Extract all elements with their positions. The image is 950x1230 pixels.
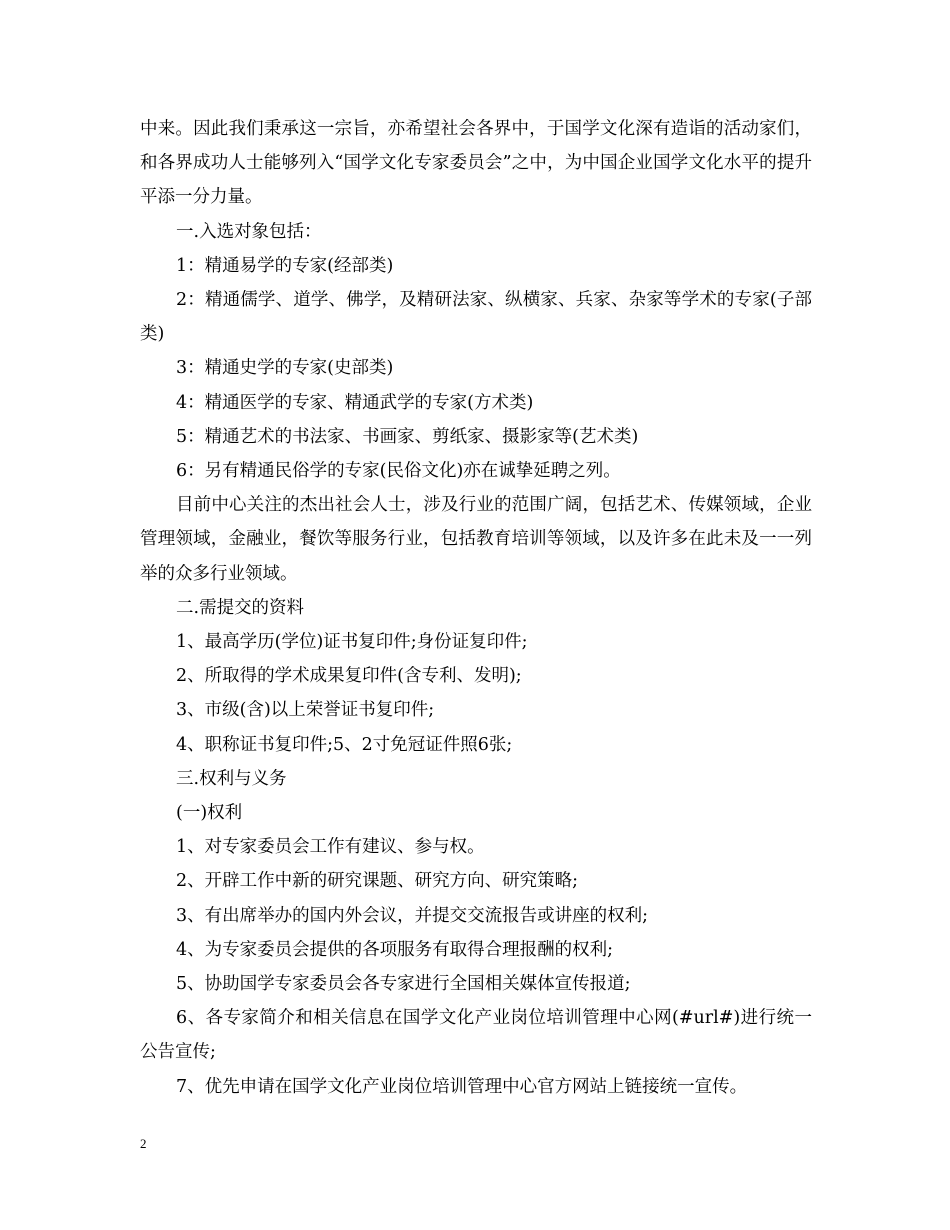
paragraph: 5：精通艺术的书法家、书画家、剪纸家、摄影家等(艺术类)	[176, 426, 639, 447]
paragraph: 4、职称证书复印件;5、2寸免冠证件照6张;	[176, 734, 513, 755]
paragraph: 1、对专家委员会工作有建议、参与权。	[176, 837, 485, 858]
paragraph: 4：精通医学的专家、精通武学的专家(方术类)	[176, 392, 534, 413]
paragraph: 一.入选对象包括：	[176, 221, 322, 242]
paragraph: 7、优先申请在国学文化产业岗位培训管理中心官方网站上链接统一宣传。	[176, 1076, 748, 1097]
page-number: 2	[140, 1136, 147, 1151]
paragraph: 3、市级(含)以上荣誉证书复印件;	[176, 700, 435, 721]
paragraph: 中来。因此我们秉承这一宗旨，亦希望社会各界中，于国学文化深有造诣的活动家们，和各界成功人士能够列入“国学文化专家委员会”之中，为中国企业国学文化水平的提升平添一分力量。	[140, 119, 812, 208]
paragraph: 二.需提交的资料	[176, 597, 305, 618]
paragraph: 6、各专家简介和相关信息在国学文化产业岗位培训管理中心网(#url#)进行统一公告宣传;	[140, 1008, 812, 1063]
paragraph: 3、有出席举办的国内外会议，并提交交流报告或讲座的权利;	[176, 905, 649, 926]
paragraph: (一)权利	[176, 803, 243, 824]
paragraph: 三.权利与义务	[176, 768, 287, 789]
paragraph: 2、开辟工作中新的研究课题、研究方向、研究策略;	[176, 871, 579, 892]
body-text	[140, 112, 812, 1104]
paragraph: 目前中心关注的杰出社会人士，涉及行业的范围广阔，包括艺术、传媒领域，企业管理领域，金融业，餐饮等服务行业，包括教育培训等领域，以及许多在此未及一一列举的众多行业领域。	[140, 495, 812, 584]
paragraph: 2、所取得的学术成果复印件(含专利、发明);	[176, 666, 522, 687]
paragraph: 5、协助国学专家委员会各专家进行全国相关媒体宣传报道;	[176, 974, 631, 995]
paragraph: 4、为专家委员会提供的各项服务有取得合理报酬的权利;	[176, 939, 614, 960]
paragraph: 3：精通史学的专家(史部类)	[176, 358, 394, 379]
paragraph: 1：精通易学的专家(经部类)	[176, 255, 394, 276]
paragraph: 6：另有精通民俗学的专家(民俗文化)亦在诚挚延聘之列。	[176, 461, 621, 482]
paragraph: 1、最高学历(学位)证书复印件;身份证复印件;	[176, 632, 528, 653]
paragraph: 2：精通儒学、道学、佛学，及精研法家、纵横家、兵家、杂家等学术的专家(子部类)	[140, 290, 812, 345]
